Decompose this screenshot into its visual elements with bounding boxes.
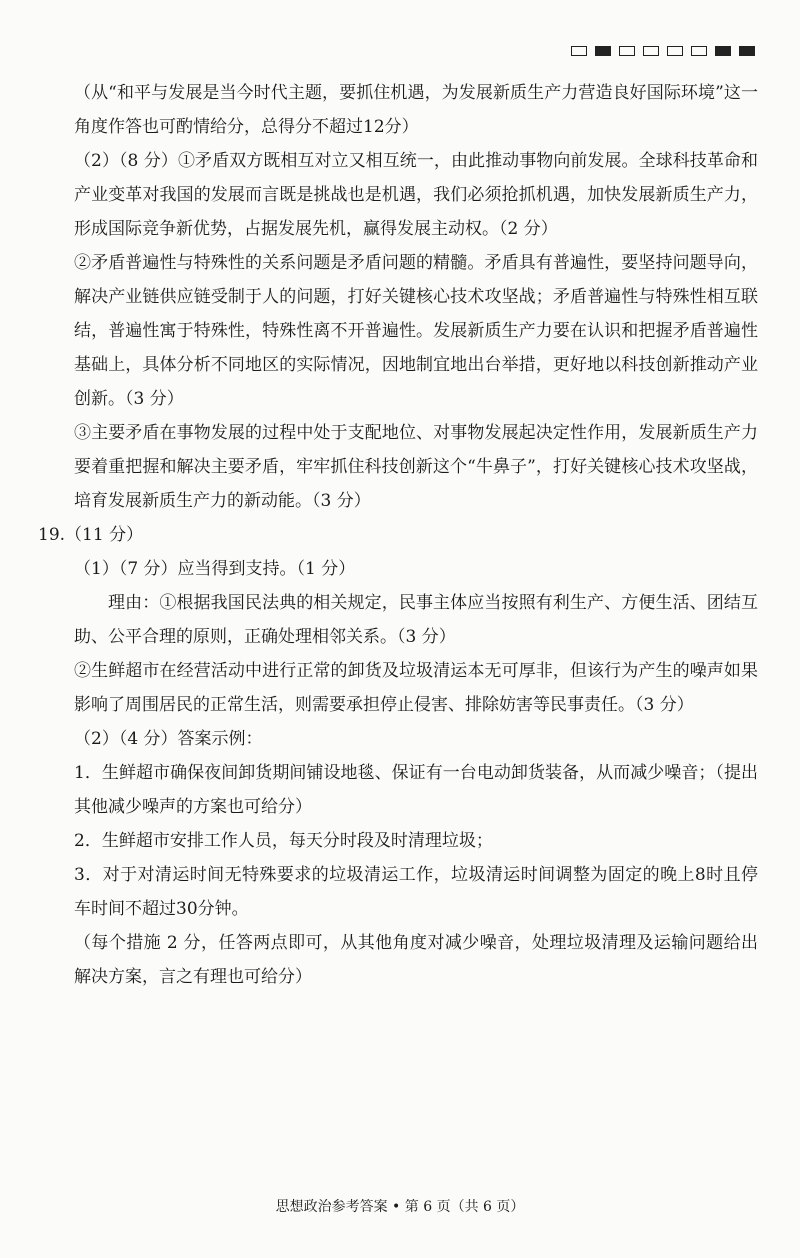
list-item-2: 2．生鲜超市安排工作人员，每天分时段及时清理垃圾； — [74, 831, 493, 851]
paragraph-19-1: （1）（7 分）应当得到支持。（1 分） — [74, 559, 356, 579]
page-footer: 思想政治参考答案 • 第 6 页（共 6 页） — [275, 1199, 525, 1215]
paragraph-q2-1: （2）（8 分）①矛盾双方既相互对立又相互统一，由此推动事物向前发展。全球科技革命和产业变革对我国的发展而言既是挑战也是机遇，我们必须抢抓机遇，加快发展新质生产力，形成国际竞争新优势，占据发展先机，赢得发展主动权。（2 分） — [74, 151, 758, 239]
answer-content — [38, 76, 758, 994]
list-item-3: 3．对于对清运时间无特殊要求的垃圾清运工作，垃圾清运时间调整为固定的晚上8时且停车时间不超过30分钟。 — [74, 865, 758, 919]
paragraph-q2-2: ②矛盾普遍性与特殊性的关系问题是矛盾问题的精髓。矛盾具有普遍性，要坚持问题导向，解决产业链供应链受制于人的问题，打好关键核心技术攻坚战；矛盾普遍性与特殊性相互联结，普遍性寓于特殊性，特殊性离不开普遍性。发展新质生产力要在认识和把握矛盾普遍性基础上，具体分析不同地区的实际情况，因地制宜地出台举措，更好地以科技创新推动产业创新。（3 分） — [74, 253, 758, 409]
mark-box-filled — [595, 46, 611, 56]
mark-box-filled — [715, 46, 731, 56]
mark-box — [619, 46, 635, 56]
mark-box — [691, 46, 707, 56]
paragraph-q2-3: ③主要矛盾在事物发展的过程中处于支配地位、对事物发展起决定性作用，发展新质生产力要着重把握和解决主要矛盾，牢牢抓住科技创新这个“牛鼻子”，打好关键核心技术攻坚战，培育发展新质生产力的新动能。（3 分） — [74, 423, 758, 511]
paragraph-19-reason-2: ②生鲜超市在经营活动中进行正常的卸货及垃圾清运本无可厚非，但该行为产生的噪声如果影响了周围居民的正常生活，则需要承担停止侵害、排除妨害等民事责任。（3 分） — [74, 661, 758, 715]
mark-box — [571, 46, 587, 56]
mark-box-filled — [739, 46, 755, 56]
paragraph-note-1: （从“和平与发展是当今时代主题，要抓住机遇，为发展新质生产力营造良好国际环境”这一角度作答也可酌情给分，总得分不超过12分） — [74, 83, 758, 137]
page-marks — [571, 46, 755, 56]
paragraph-19-reason-1: 理由：①根据我国民法典的相关规定，民事主体应当按照有利生产、方便生活、团结互助、公平合理的原则，正确处理相邻关系。（3 分） — [74, 593, 758, 647]
mark-box — [643, 46, 659, 56]
mark-box — [667, 46, 683, 56]
question-19-heading: 19.（11 分） — [38, 525, 144, 545]
paragraph-note-2: （每个措施 2 分，任答两点即可，从其他角度对减少噪音，处理垃圾清理及运输问题给出解决方案，言之有理也可给分） — [74, 933, 758, 987]
paragraph-19-2: （2）（4 分）答案示例： — [74, 729, 263, 749]
list-item-1: 1．生鲜超市确保夜间卸货期间铺设地毯、保证有一台电动卸货装备，从而减少噪音；（提出其他减少噪声的方案也可给分） — [74, 763, 758, 817]
